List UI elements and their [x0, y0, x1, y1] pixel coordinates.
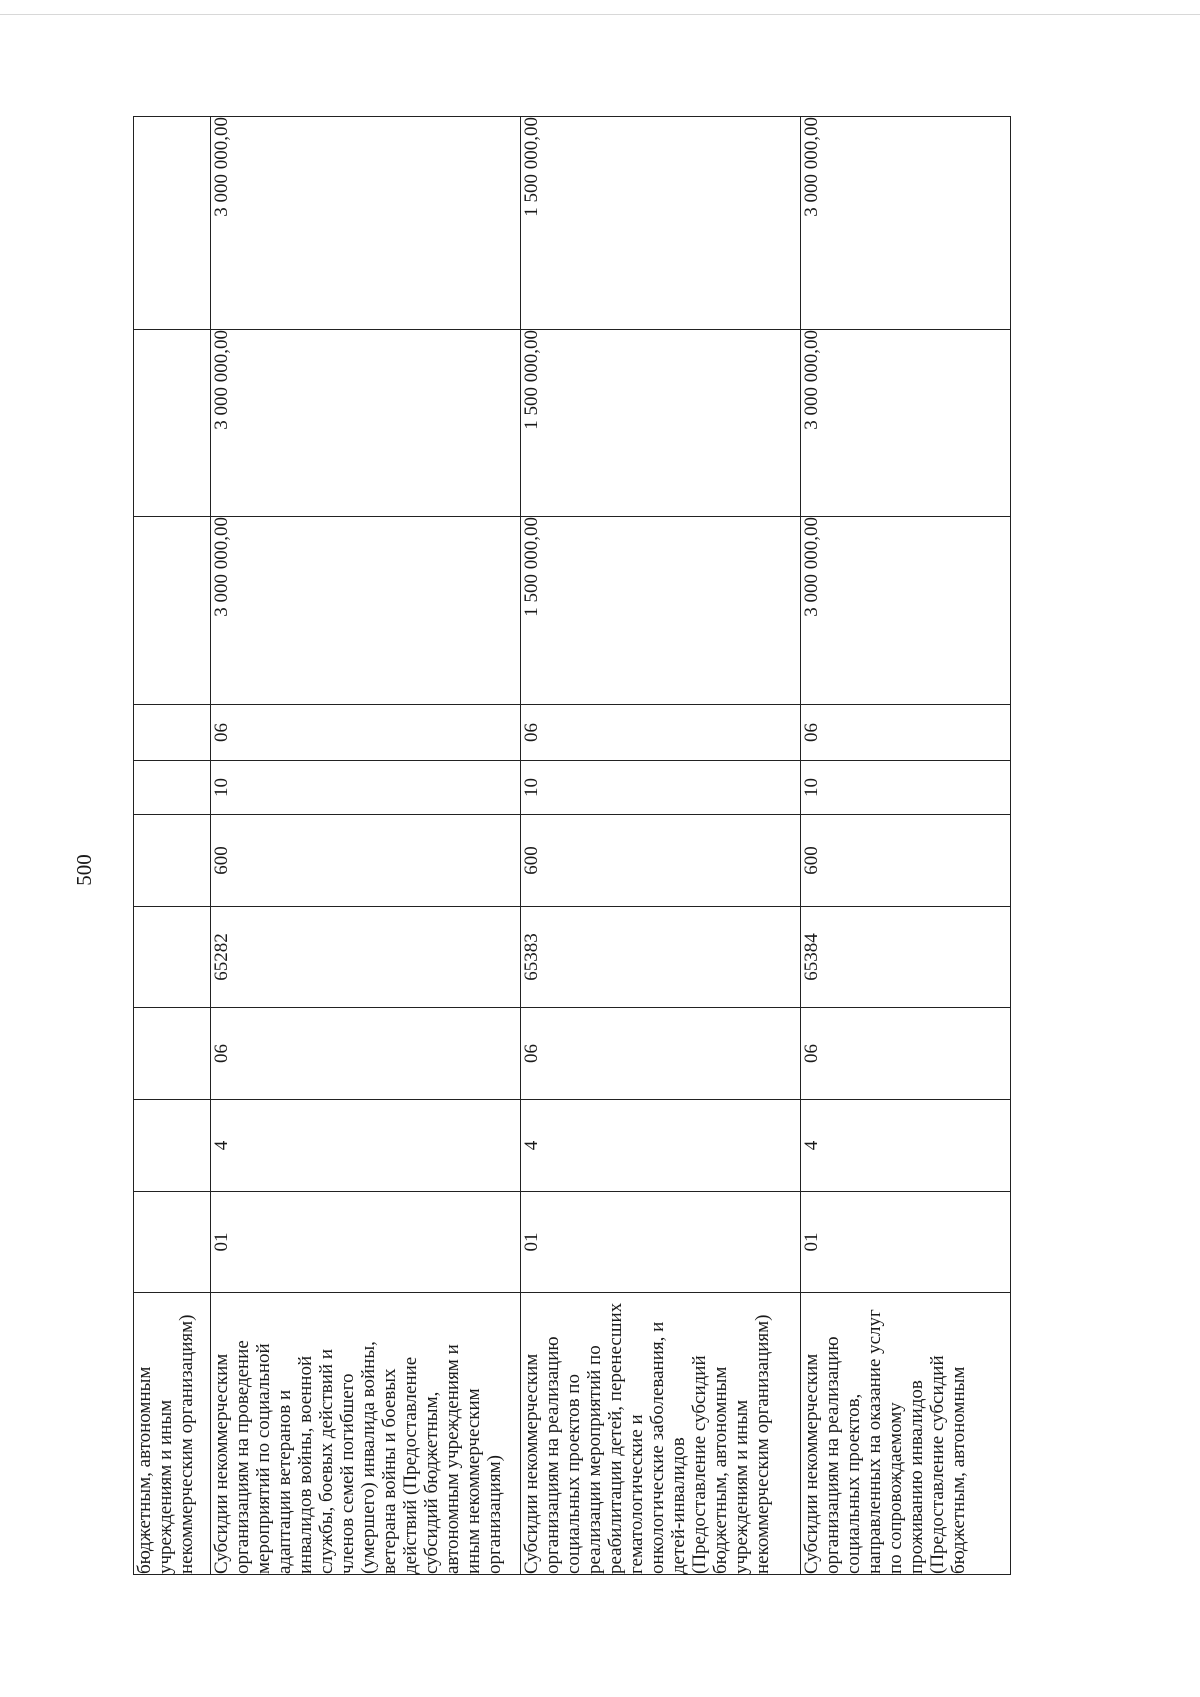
description-line: гематологические и	[626, 1414, 647, 1574]
description-line: адаптации ветеранов и	[274, 1389, 295, 1574]
description-line: учреждениям и иным	[731, 1399, 752, 1574]
table-row	[521, 117, 801, 1575]
description-line: организациям)	[484, 1455, 505, 1574]
cell-subprogram: 4	[211, 1100, 521, 1192]
cell-expense-type: 600	[521, 815, 801, 907]
row-description	[134, 1293, 211, 1575]
cell-direction-code: 65383	[521, 907, 801, 1008]
cell-empty	[134, 330, 211, 517]
page-number: 500	[72, 854, 96, 886]
description-line: Субсидии некоммерческим	[801, 1353, 822, 1574]
description-line: социальных проектов по	[563, 1374, 584, 1574]
description-line: организациям на реализацию	[542, 1336, 563, 1574]
row-description	[801, 1293, 1011, 1575]
row-description	[521, 1293, 801, 1575]
description-line: бюджетным, автономным	[710, 1366, 731, 1574]
description-line: членов семей погибшего	[337, 1373, 358, 1574]
cell-subsection: 06	[211, 705, 521, 761]
cell-section: 10	[801, 761, 1011, 815]
description-line: мероприятий по социальной	[253, 1343, 274, 1574]
description-line: (Предоставление субсидий	[927, 1355, 948, 1574]
cell-empty	[134, 1192, 211, 1293]
cell-empty	[134, 907, 211, 1008]
description-line: социальных проектов,	[843, 1393, 864, 1574]
description-line: ветерана войны и боевых	[379, 1368, 400, 1574]
description-line: некоммерческим организациям)	[752, 1314, 773, 1574]
description-line: иным некоммерческим	[463, 1388, 484, 1574]
description-line: бюджетным, автономным	[948, 1366, 969, 1574]
cell-amount-year2: 3 000 000,00	[211, 330, 521, 517]
cell-program: 01	[801, 1192, 1011, 1293]
cell-expense-type: 600	[801, 815, 1011, 907]
row-description	[211, 1293, 521, 1575]
cell-amount-year3: 3 000 000,00	[801, 117, 1011, 330]
cell-empty	[134, 761, 211, 815]
description-line: реабилитации детей, перенесших	[605, 1302, 626, 1574]
description-line: (умершего) инвалида войны,	[358, 1341, 379, 1574]
cell-amount-year1: 3 000 000,00	[801, 517, 1011, 705]
description-line: организациям на проведение	[232, 1340, 253, 1574]
table-row	[211, 117, 521, 1575]
budget-table	[133, 116, 1011, 1575]
cell-empty	[134, 1100, 211, 1192]
description-line: учреждениям и иным	[155, 1399, 176, 1574]
rotated-page	[55, 110, 1015, 1630]
cell-amount-year3: 1 500 000,00	[521, 117, 801, 330]
scan-edge	[0, 14, 1200, 15]
cell-empty	[134, 117, 211, 330]
cell-subsection: 06	[801, 705, 1011, 761]
description-line: по сопровождаемому	[885, 1402, 906, 1574]
cell-empty	[134, 1008, 211, 1100]
cell-direction-code: 65384	[801, 907, 1011, 1008]
cell-empty	[134, 705, 211, 761]
description-line: реализации мероприятий по	[584, 1345, 605, 1574]
cell-subsection: 06	[521, 705, 801, 761]
description-line: субсидий бюджетным,	[421, 1391, 442, 1574]
description-line: организациям на реализацию	[822, 1336, 843, 1574]
description-line: Субсидии некоммерческим	[211, 1353, 232, 1574]
description-line: бюджетным, автономным	[134, 1366, 155, 1574]
table-row	[801, 117, 1011, 1575]
cell-amount-year3: 3 000 000,00	[211, 117, 521, 330]
description-line: некоммерческим организациям)	[176, 1314, 197, 1574]
description-line: онкологические заболевания, и	[647, 1321, 668, 1574]
cell-subprogram: 4	[521, 1100, 801, 1192]
cell-subprogram: 4	[801, 1100, 1011, 1192]
cell-direction-code: 65282	[211, 907, 521, 1008]
cell-program: 01	[211, 1192, 521, 1293]
description-line: автономным учреждениям и	[442, 1344, 463, 1574]
cell-amount-year2: 1 500 000,00	[521, 330, 801, 517]
cell-amount-year2: 3 000 000,00	[801, 330, 1011, 517]
description-line: инвалидов войны, военной	[295, 1355, 316, 1574]
description-line: (Предоставление субсидий	[689, 1355, 710, 1574]
cell-amount-year1: 1 500 000,00	[521, 517, 801, 705]
cell-amount-year1: 3 000 000,00	[211, 517, 521, 705]
cell-section: 10	[211, 761, 521, 815]
description-line: службы, боевых действий и	[316, 1348, 337, 1574]
description-line: проживанию инвалидов	[906, 1380, 927, 1574]
cell-main-event: 06	[211, 1008, 521, 1100]
table-row	[134, 117, 211, 1575]
cell-main-event: 06	[521, 1008, 801, 1100]
cell-section: 10	[521, 761, 801, 815]
cell-main-event: 06	[801, 1008, 1011, 1100]
cell-empty	[134, 815, 211, 907]
cell-empty	[134, 517, 211, 705]
description-line: направленных на оказание услуг	[864, 1309, 885, 1574]
cell-expense-type: 600	[211, 815, 521, 907]
cell-program: 01	[521, 1192, 801, 1293]
description-line: детей-инвалидов	[668, 1437, 689, 1574]
description-line: Субсидии некоммерческим	[521, 1353, 542, 1574]
description-line: действий (Предоставление	[400, 1356, 421, 1574]
